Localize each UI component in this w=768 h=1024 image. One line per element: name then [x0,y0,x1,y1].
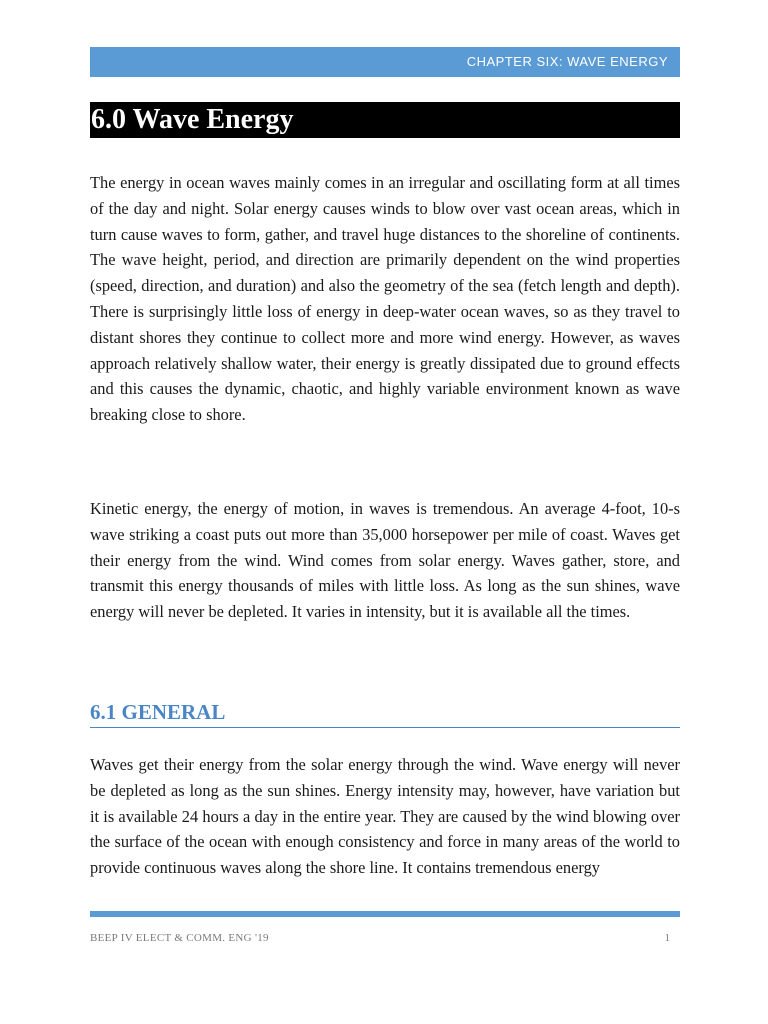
chapter-header-bar [90,47,680,77]
section-heading-general: 6.1 GENERAL [90,700,680,728]
chapter-header-text: CHAPTER SIX: WAVE ENERGY [466,54,668,69]
title-bar [90,102,680,138]
page-number: 1 [664,932,670,944]
paragraph-intro: The energy in ocean waves mainly comes in an irregular and oscillating form at all times of the day and night. Solar energy causes winds to blow over vast ocean areas, which in turn cause waves to form, gather, and travel huge distances to the shoreline of continents. The wave height, period, and direction are primarily dependent on the wind properties (speed, direction, and duration) and also the geometry of the sea (fetch length and depth). There is surprisingly little loss of energy in deep-water ocean waves, so as they travel to distant shores they continue to collect more and more wind energy. However, as waves approach relatively shallow water, their energy is greatly dissipated due to ground effects and this causes the dynamic, chaotic, and highly variable environment known as wave breaking close to shore. [90,173,680,425]
paragraph-kinetic-energy: Kinetic energy, the energy of motion, in waves is tremendous. An average 4-foot, 10-s wave striking a coast puts out more than 35,000 horsepower per mile of coast. Waves get their energy from the wind. Wind comes from solar energy. Waves gather, store, and transmit this energy thousands of miles with little loss. As long as the sun shines, wave energy will never be depleted. It varies in intensity, but it is available all the times. [90,499,680,622]
page-title: 6.0 Wave Energy [91,104,294,135]
footer-rule [90,911,680,917]
footer-course-label: BEEP IV ELECT & COMM. ENG '19 [90,932,269,944]
paragraph-general: Waves get their energy from the solar energy through the wind. Wave energy will never be depleted as long as the sun shines. Energy intensity may, however, have variation but it is available 24 hours a day in the entire year. They are caused by the wind blowing over the surface of the ocean with enough consistency and force in many areas of the world to provide continuous waves along the shore line. It contains tremendous energy [90,755,680,878]
